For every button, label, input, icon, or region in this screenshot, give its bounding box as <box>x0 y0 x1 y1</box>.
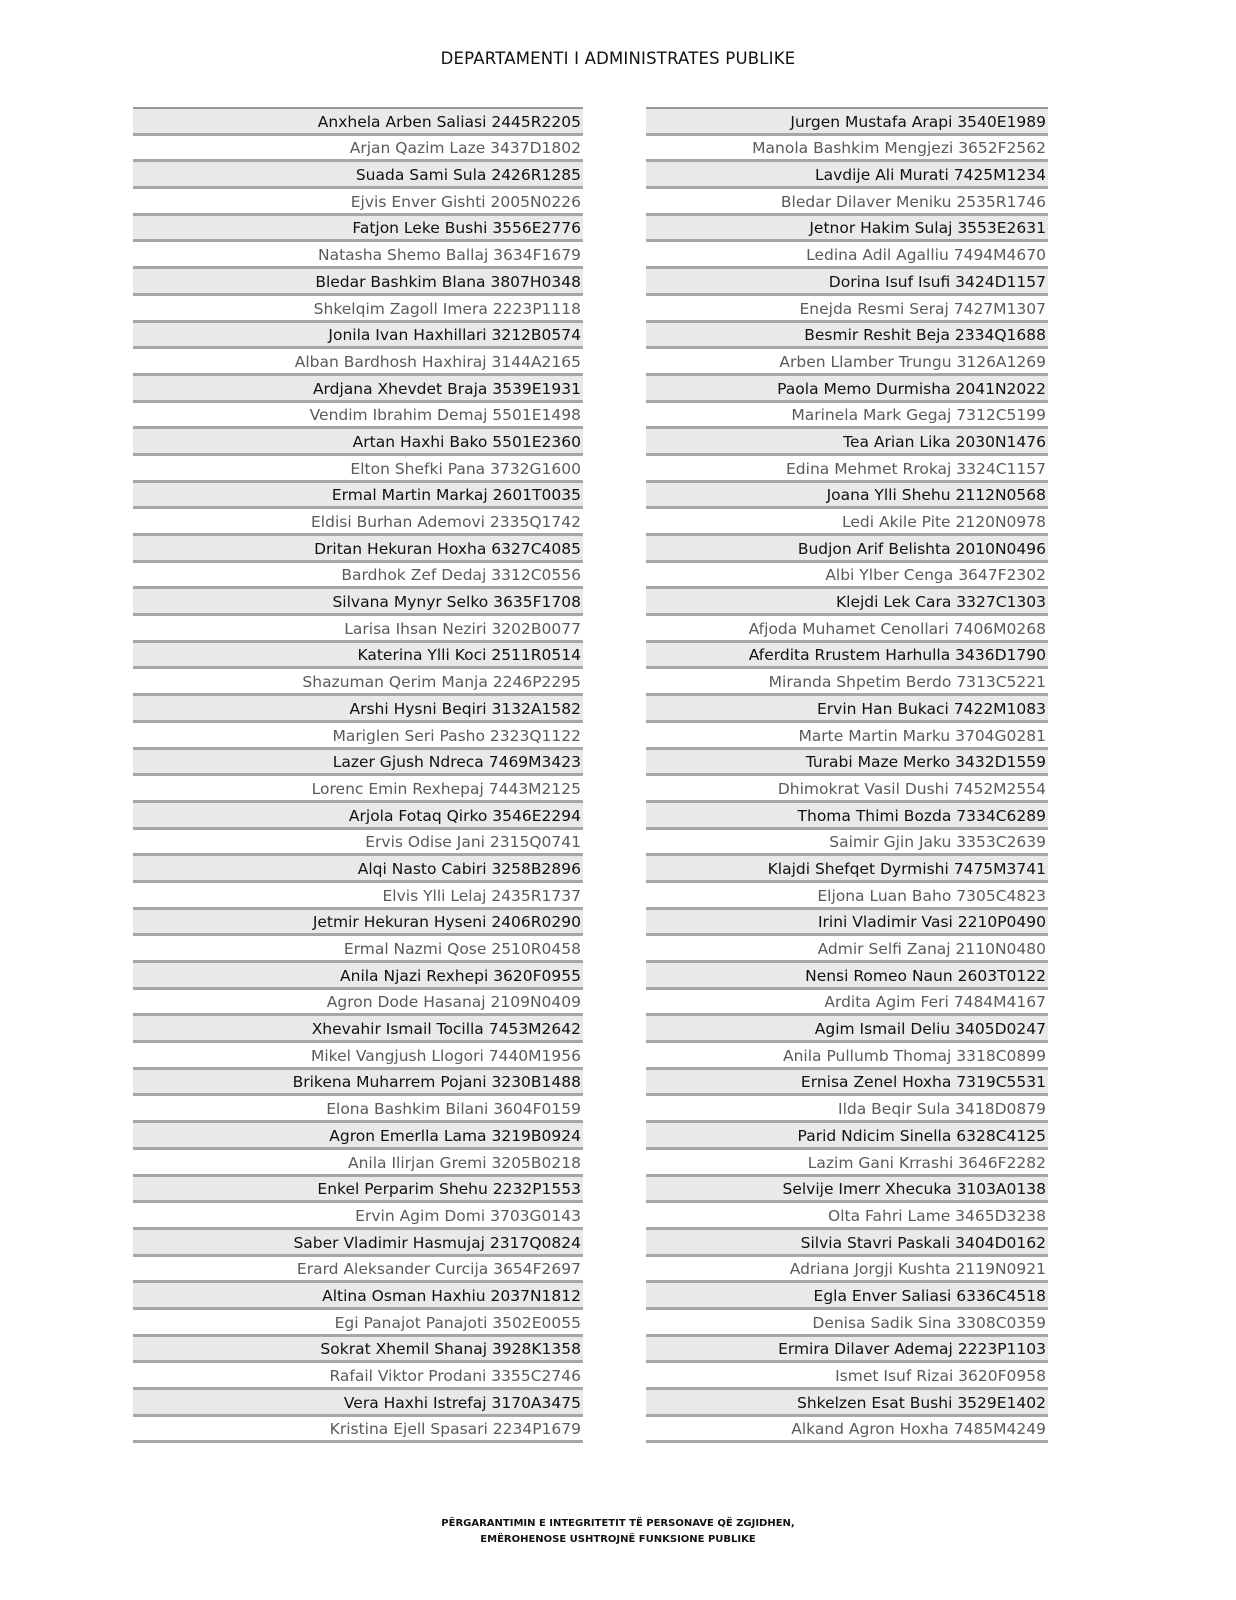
list-item: Saber Vladimir Hasmujaj 2317Q0824 <box>133 1230 583 1257</box>
list-item: Ernisa Zenel Hoxha 7319C5531 <box>646 1070 1048 1097</box>
list-item: Lazer Gjush Ndreca 7469M3423 <box>133 750 583 777</box>
list-item: Ledi Akile Pite 2120N0978 <box>646 509 1048 536</box>
list-item: Ardita Agim Feri 7484M4167 <box>646 990 1048 1017</box>
list-item: Manola Bashkim Mengjezi 3652F2562 <box>646 136 1048 163</box>
list-item: Ervin Agim Domi 3703G0143 <box>133 1203 583 1230</box>
list-item: Lazim Gani Krrashi 3646F2282 <box>646 1150 1048 1177</box>
list-item: Rafail Viktor Prodani 3355C2746 <box>133 1363 583 1390</box>
list-item: Turabi Maze Merko 3432D1559 <box>646 750 1048 777</box>
list-item: Nensi Romeo Naun 2603T0122 <box>646 963 1048 990</box>
list-item: Agron Emerlla Lama 3219B0924 <box>133 1123 583 1150</box>
list-item: Alqi Nasto Cabiri 3258B2896 <box>133 856 583 883</box>
list-item: Elvis Ylli Lelaj 2435R1737 <box>133 883 583 910</box>
list-item: Katerina Ylli Koci 2511R0514 <box>133 643 583 670</box>
list-item: Vendim Ibrahim Demaj 5501E1498 <box>133 403 583 430</box>
list-item: Larisa Ihsan Neziri 3202B0077 <box>133 616 583 643</box>
list-item: Eldisi Burhan Ademovi 2335Q1742 <box>133 509 583 536</box>
list-item: Ermal Martin Markaj 2601T0035 <box>133 483 583 510</box>
list-item: Enkel Perparim Shehu 2232P1553 <box>133 1177 583 1204</box>
list-item: Dhimokrat Vasil Dushi 7452M2554 <box>646 776 1048 803</box>
list-item: Klajdi Shefqet Dyrmishi 7475M3741 <box>646 856 1048 883</box>
list-item: Ismet Isuf Rizai 3620F0958 <box>646 1363 1048 1390</box>
list-item: Aferdita Rrustem Harhulla 3436D1790 <box>646 643 1048 670</box>
list-item: Shazuman Qerim Manja 2246P2295 <box>133 669 583 696</box>
list-item: Alkand Agron Hoxha 7485M4249 <box>646 1417 1048 1444</box>
list-item: Dritan Hekuran Hoxha 6327C4085 <box>133 536 583 563</box>
list-item: Albi Ylber Cenga 3647F2302 <box>646 563 1048 590</box>
list-item: Jurgen Mustafa Arapi 3540E1989 <box>646 109 1048 136</box>
list-item: Bledar Bashkim Blana 3807H0348 <box>133 269 583 296</box>
list-item: Brikena Muharrem Pojani 3230B1488 <box>133 1070 583 1097</box>
list-item: Silvia Stavri Paskali 3404D0162 <box>646 1230 1048 1257</box>
page-footer <box>0 1516 1236 1548</box>
list-item: Egi Panajot Panajoti 3502E0055 <box>133 1310 583 1337</box>
list-item: Jetnor Hakim Sulaj 3553E2631 <box>646 216 1048 243</box>
list-item: Bardhok Zef Dedaj 3312C0556 <box>133 563 583 590</box>
list-item: Suada Sami Sula 2426R1285 <box>133 162 583 189</box>
list-item: Arjan Qazim Laze 3437D1802 <box>133 136 583 163</box>
list-item: Lorenc Emin Rexhepaj 7443M2125 <box>133 776 583 803</box>
list-item: Paola Memo Durmisha 2041N2022 <box>646 376 1048 403</box>
list-item: Elona Bashkim Bilani 3604F0159 <box>133 1096 583 1123</box>
list-item: Alban Bardhosh Haxhiraj 3144A2165 <box>133 349 583 376</box>
list-item: Arben Llamber Trungu 3126A1269 <box>646 349 1048 376</box>
list-item: Adriana Jorgji Kushta 2119N0921 <box>646 1257 1048 1284</box>
page-title: DEPARTAMENTI I ADMINISTRATES PUBLIKE <box>440 49 796 68</box>
list-item: Besmir Reshit Beja 2334Q1688 <box>646 323 1048 350</box>
list-item: Artan Haxhi Bako 5501E2360 <box>133 429 583 456</box>
list-item: Marinela Mark Gegaj 7312C5199 <box>646 403 1048 430</box>
list-item: Ardjana Xhevdet Braja 3539E1931 <box>133 376 583 403</box>
list-item: Admir Selfi Zanaj 2110N0480 <box>646 936 1048 963</box>
list-item: Shkelqim Zagoll Imera 2223P1118 <box>133 296 583 323</box>
list-item: Shkelzen Esat Bushi 3529E1402 <box>646 1390 1048 1417</box>
list-item: Ejvis Enver Gishti 2005N0226 <box>133 189 583 216</box>
list-item: Anila Ilirjan Gremi 3205B0218 <box>133 1150 583 1177</box>
list-item: Eljona Luan Baho 7305C4823 <box>646 883 1048 910</box>
list-item: Silvana Mynyr Selko 3635F1708 <box>133 589 583 616</box>
list-item: Fatjon Leke Bushi 3556E2776 <box>133 216 583 243</box>
list-item: Marte Martin Marku 3704G0281 <box>646 723 1048 750</box>
list-item: Edina Mehmet Rrokaj 3324C1157 <box>646 456 1048 483</box>
list-item: Thoma Thimi Bozda 7334C6289 <box>646 803 1048 830</box>
list-item: Mariglen Seri Pasho 2323Q1122 <box>133 723 583 750</box>
list-item: Afjoda Muhamet Cenollari 7406M0268 <box>646 616 1048 643</box>
footer-line-1: PËRGARANTIMIN E INTEGRITETIT TË PERSONAVE QË ZGJIDHEN, <box>441 1518 795 1529</box>
footer-line-2: EMËROHENOSE USHTROJNË FUNKSIONE PUBLIKE <box>480 1534 756 1545</box>
list-item: Altina Osman Haxhiu 2037N1812 <box>133 1283 583 1310</box>
list-item: Irini Vladimir Vasi 2210P0490 <box>646 910 1048 937</box>
list-item: Klejdi Lek Cara 3327C1303 <box>646 589 1048 616</box>
list-item: Arshi Hysni Beqiri 3132A1582 <box>133 696 583 723</box>
list-item: Ermal Nazmi Qose 2510R0458 <box>133 936 583 963</box>
list-item: Dorina Isuf Isufi 3424D1157 <box>646 269 1048 296</box>
list-item: Bledar Dilaver Meniku 2535R1746 <box>646 189 1048 216</box>
list-item: Vera Haxhi Istrefaj 3170A3475 <box>133 1390 583 1417</box>
list-item: Ervis Odise Jani 2315Q0741 <box>133 830 583 857</box>
list-item: Enejda Resmi Seraj 7427M1307 <box>646 296 1048 323</box>
list-item: Olta Fahri Lame 3465D3238 <box>646 1203 1048 1230</box>
list-item: Budjon Arif Belishta 2010N0496 <box>646 536 1048 563</box>
list-item: Denisa Sadik Sina 3308C0359 <box>646 1310 1048 1337</box>
list-item: Selvije Imerr Xhecuka 3103A0138 <box>646 1177 1048 1204</box>
list-item: Natasha Shemo Ballaj 3634F1679 <box>133 242 583 269</box>
list-item: Elton Shefki Pana 3732G1600 <box>133 456 583 483</box>
list-item: Agron Dode Hasanaj 2109N0409 <box>133 990 583 1017</box>
list-item: Ledina Adil Agalliu 7494M4670 <box>646 242 1048 269</box>
list-item: Arjola Fotaq Qirko 3546E2294 <box>133 803 583 830</box>
list-item: Kristina Ejell Spasari 2234P1679 <box>133 1417 583 1444</box>
list-item: Miranda Shpetim Berdo 7313C5221 <box>646 669 1048 696</box>
list-item: Sokrat Xhemil Shanaj 3928K1358 <box>133 1337 583 1364</box>
list-item: Parid Ndicim Sinella 6328C4125 <box>646 1123 1048 1150</box>
list-item: Xhevahir Ismail Tocilla 7453M2642 <box>133 1016 583 1043</box>
list-item: Ervin Han Bukaci 7422M1083 <box>646 696 1048 723</box>
list-item: Saimir Gjin Jaku 3353C2639 <box>646 830 1048 857</box>
list-item: Anxhela Arben Saliasi 2445R2205 <box>133 109 583 136</box>
list-item: Ilda Beqir Sula 3418D0879 <box>646 1096 1048 1123</box>
list-item: Erard Aleksander Curcija 3654F2697 <box>133 1257 583 1284</box>
list-item: Joana Ylli Shehu 2112N0568 <box>646 483 1048 510</box>
list-item: Lavdije Ali Murati 7425M1234 <box>646 162 1048 189</box>
list-item: Tea Arian Lika 2030N1476 <box>646 429 1048 456</box>
list-item: Mikel Vangjush Llogori 7440M1956 <box>133 1043 583 1070</box>
list-item: Anila Pullumb Thomaj 3318C0899 <box>646 1043 1048 1070</box>
list-item: Jonila Ivan Haxhillari 3212B0574 <box>133 323 583 350</box>
right-name-list <box>646 107 1048 1443</box>
list-item: Anila Njazi Rexhepi 3620F0955 <box>133 963 583 990</box>
list-item: Jetmir Hekuran Hyseni 2406R0290 <box>133 910 583 937</box>
list-item: Ermira Dilaver Ademaj 2223P1103 <box>646 1337 1048 1364</box>
left-name-list <box>133 107 583 1443</box>
list-item: Agim Ismail Deliu 3405D0247 <box>646 1016 1048 1043</box>
list-item: Egla Enver Saliasi 6336C4518 <box>646 1283 1048 1310</box>
